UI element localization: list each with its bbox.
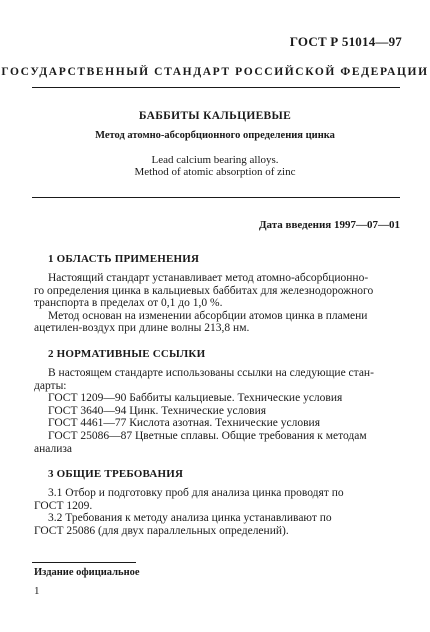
title-divider bbox=[32, 197, 400, 198]
text-line: транспорта в пределах от 0,1 до 1,0 %. bbox=[34, 297, 223, 310]
section-normative-references bbox=[34, 348, 400, 455]
reference-line: ГОСТ 25086—87 Цветные сплавы. Общие требования к методам bbox=[48, 429, 367, 442]
english-title bbox=[0, 154, 430, 178]
document-number: ГОСТ Р 51014—97 bbox=[289, 34, 402, 49]
section-heading: 2 НОРМАТИВНЫЕ ССЫЛКИ bbox=[48, 348, 206, 360]
text-line: Настоящий стандарт устанавливает метод атомно-абсорбционно- bbox=[48, 272, 369, 284]
section-body bbox=[34, 272, 400, 335]
footer-divider bbox=[32, 562, 136, 563]
text-line: дарты: bbox=[34, 379, 67, 392]
reference-line: ГОСТ 4461—77 Кислота азотная. Технические условия bbox=[48, 417, 320, 430]
introduction-date: Дата введения 1997—07—01 bbox=[258, 219, 400, 231]
section-general-requirements bbox=[34, 468, 400, 537]
english-title-line-1: Lead calcium bearing alloys. bbox=[151, 154, 279, 166]
section-heading: 3 ОБЩИЕ ТРЕБОВАНИЯ bbox=[48, 468, 184, 480]
english-title-line-2: Method of atomic absorption of zinc bbox=[134, 166, 296, 178]
reference-line: ГОСТ 1209—90 Баббиты кальциевые. Технические условия bbox=[48, 392, 343, 405]
header-divider bbox=[32, 87, 400, 88]
section-body bbox=[34, 487, 400, 537]
text-line: В настоящем стандарте использованы ссылки на следующие стан- bbox=[48, 367, 374, 379]
document-title: БАББИТЫ КАЛЬЦИЕВЫЕ bbox=[138, 110, 292, 122]
text-line: го определения цинка в кальциевых баббитах для железнодорожного bbox=[34, 284, 374, 297]
text-line: 3.1 Отбор и подготовку проб для анализа цинка проводят по bbox=[48, 487, 344, 499]
text-line: ГОСТ 25086 (для двух параллельных определений). bbox=[34, 524, 289, 537]
section-body bbox=[34, 367, 400, 455]
section-heading: 1 ОБЛАСТЬ ПРИМЕНЕНИЯ bbox=[48, 253, 200, 265]
text-line: 3.2 Требования к методу анализа цинка устанавливают по bbox=[48, 512, 332, 525]
official-edition-label: Издание официальное bbox=[34, 567, 140, 578]
document-subtitle: Метод атомно-абсорбционного определения цинка bbox=[95, 130, 335, 141]
section-scope bbox=[34, 253, 400, 335]
text-line: ацетилен-воздух при длине волны 213,8 нм. bbox=[34, 322, 250, 335]
state-standard-heading: ГОСУДАРСТВЕННЫЙ СТАНДАРТ РОССИЙСКОЙ ФЕДЕРАЦИИ bbox=[1, 66, 429, 78]
text-line: ГОСТ 1209. bbox=[34, 499, 93, 512]
page-number: 1 bbox=[34, 585, 40, 597]
text-line: Метод основан на изменении абсорбции атомов цинка в пламени bbox=[48, 309, 368, 322]
text-line: анализа bbox=[34, 442, 73, 455]
reference-line: ГОСТ 3640—94 Цинк. Технические условия bbox=[48, 404, 267, 417]
